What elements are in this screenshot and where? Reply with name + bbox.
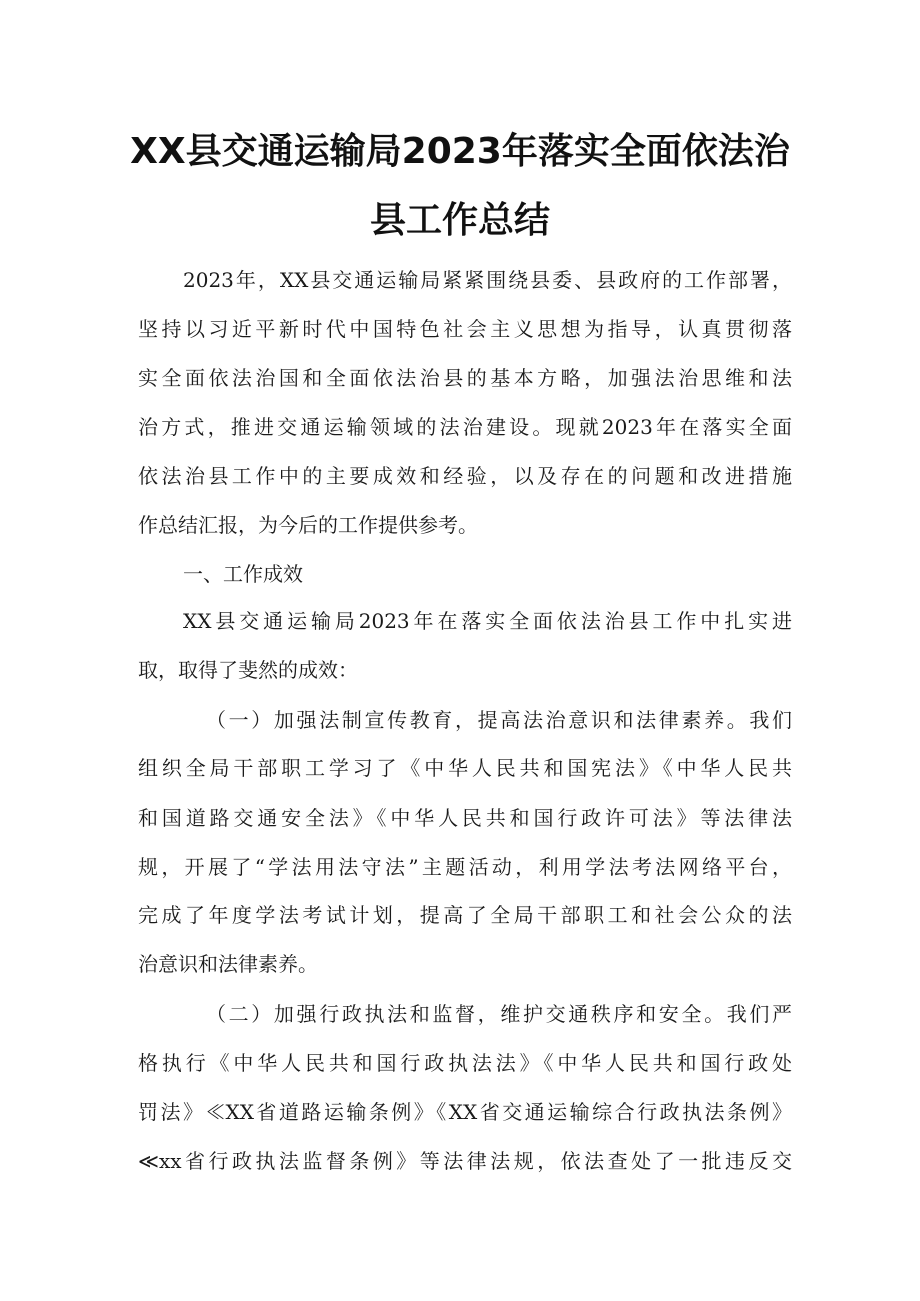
body-line: 作总结汇报，为今后的工作提供参考。 [138, 513, 478, 537]
body-line: 依法治县工作中的主要成效和经验，以及存在的问题和改进措施 [138, 464, 792, 488]
body-line: 治方式，推进交通运输领域的法治建设。现就2023年在落实全面 [138, 415, 792, 439]
body-line: 取，取得了斐然的成效： [138, 658, 358, 682]
body-line: 完成了年度学法考试计划，提高了全局干部职工和社会公众的法 [138, 903, 792, 927]
body-line: （一）加强法制宣传教育，提高法治意识和法律素养。我们 [206, 708, 792, 732]
body-line: 实全面依法治国和全面依法治县的基本方略，加强法治思维和法 [138, 366, 792, 390]
body-line: 格执行《中华人民共和国行政执法法》《中华人民共和国行政处 [138, 1051, 792, 1075]
document-title-line-1: XX县交通运输局2023年落实全面依法治 [130, 131, 790, 172]
body-line: 罚法》≪XX省道路运输条例》《XX省交通运输综合行政执法条例》 [138, 1100, 792, 1124]
section-heading: 一、工作成效 [183, 562, 303, 586]
body-line: 组织全局干部职工学习了《中华人民共和国宪法》《中华人民共 [138, 756, 792, 780]
body-line: （二）加强行政执法和监督，维护交通秩序和安全。我们严 [206, 1002, 792, 1026]
body-line: ≪xx省行政执法监督条例》等法律法规，依法查处了一批违反交 [138, 1149, 792, 1173]
body-line: 治意识和法律素养。 [138, 952, 318, 976]
body-line: 坚持以习近平新时代中国特色社会主义思想为指导，认真贯彻落 [138, 317, 792, 341]
body-line: 2023年，XX县交通运输局紧紧围绕县委、县政府的工作部署， [183, 268, 792, 292]
body-line: XX县交通运输局2023年在落实全面依法治县工作中扎实进 [183, 609, 792, 633]
document-title-line-2: 县工作总结 [369, 200, 550, 241]
body-line: 规，开展了“学法用法守法”主题活动，利用学法考法网络平台， [138, 855, 792, 879]
body-line: 和国道路交通安全法》《中华人民共和国行政许可法》等法律法 [138, 806, 792, 830]
